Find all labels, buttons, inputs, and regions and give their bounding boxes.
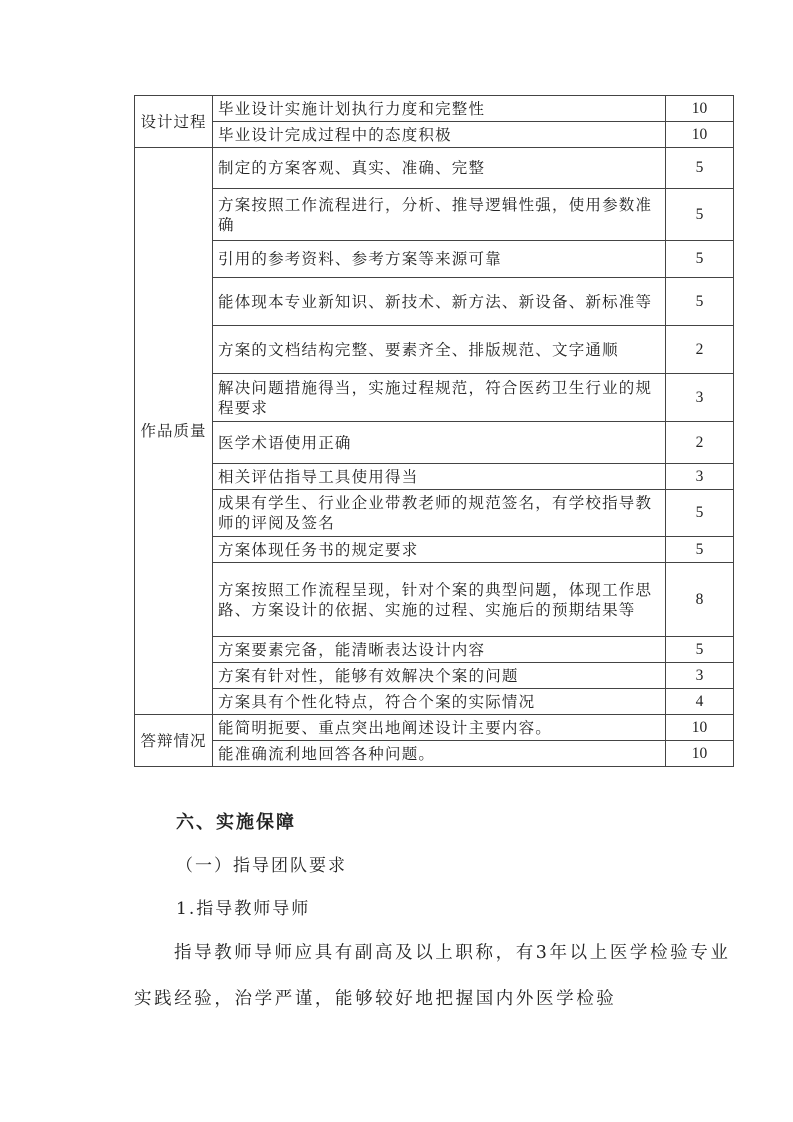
table-row [135,689,734,715]
subsection-heading: （一）指导团队要求 [176,856,347,876]
table-row [135,637,734,663]
score-cell: 10 [666,96,734,122]
score-cell: 3 [666,464,734,490]
table-row [135,374,734,422]
table-row [135,741,734,767]
score-cell: 8 [666,563,734,637]
score-cell: 3 [666,374,734,422]
score-cell: 4 [666,689,734,715]
criterion-cell: 制定的方案客观、真实、准确、完整 [213,148,666,189]
table-row [135,189,734,241]
criterion-cell: 引用的参考资料、参考方案等来源可靠 [213,241,666,278]
criterion-cell: 能准确流利地回答各种问题。 [213,741,666,767]
category-cell-work-quality: 作品质量 [135,148,213,715]
table-row [135,122,734,148]
score-cell: 10 [666,715,734,741]
score-cell: 10 [666,741,734,767]
table-row [135,422,734,464]
table-row [135,537,734,563]
score-cell: 3 [666,663,734,689]
score-cell: 5 [666,241,734,278]
table-row [135,490,734,537]
criterion-cell: 成果有学生、行业企业带教老师的规范签名，有学校指导教师的评阅及签名 [213,490,666,537]
section-heading: 六、实施保障 [176,812,296,833]
score-cell: 2 [666,326,734,374]
subsubsection-heading: 1.指导教师导师 [176,899,311,919]
criterion-cell: 方案的文档结构完整、要素齐全、排版规范、文字通顺 [213,326,666,374]
evaluation-table [134,95,734,767]
score-cell: 10 [666,122,734,148]
criterion-cell: 能体现本专业新知识、新技术、新方法、新设备、新标准等 [213,278,666,326]
score-cell: 2 [666,422,734,464]
body-paragraph: 指导教师导师应具有副高及以上职称，有3年以上医学检验专业实践经验，治学严谨，能够较好地把握国内外医学检验 [134,943,731,1009]
score-cell: 5 [666,537,734,563]
criterion-cell: 方案具有个性化特点，符合个案的实际情况 [213,689,666,715]
criterion-cell: 方案按照工作流程呈现，针对个案的典型问题，体现工作思路、方案设计的依据、实施的过程、实施后的预期结果等 [213,563,666,637]
criterion-cell: 相关评估指导工具使用得当 [213,464,666,490]
score-cell: 5 [666,148,734,189]
criterion-cell: 毕业设计实施计划执行力度和完整性 [213,96,666,122]
table-row [135,326,734,374]
criterion-cell: 方案按照工作流程进行，分析、推导逻辑性强，使用参数准确 [213,189,666,241]
score-cell: 5 [666,189,734,241]
table-row [135,148,734,189]
table-row [135,663,734,689]
evaluation-table-body [135,96,734,767]
table-row [135,563,734,637]
score-cell: 5 [666,278,734,326]
table-row [135,278,734,326]
criterion-cell: 能简明扼要、重点突出地阐述设计主要内容。 [213,715,666,741]
criterion-cell: 方案体现任务书的规定要求 [213,537,666,563]
table-row [135,96,734,122]
category-cell-defense: 答辩情况 [135,715,213,767]
criterion-cell: 方案要素完备，能清晰表达设计内容 [213,637,666,663]
criterion-cell: 解决问题措施得当，实施过程规范，符合医药卫生行业的规程要求 [213,374,666,422]
criterion-cell: 医学术语使用正确 [213,422,666,464]
table-row [135,241,734,278]
criterion-cell: 毕业设计完成过程中的态度积极 [213,122,666,148]
score-cell: 5 [666,490,734,537]
table-row [135,464,734,490]
score-cell: 5 [666,637,734,663]
table-row [135,715,734,741]
criterion-cell: 方案有针对性，能够有效解决个案的问题 [213,663,666,689]
category-cell-design-process: 设计过程 [135,96,213,148]
